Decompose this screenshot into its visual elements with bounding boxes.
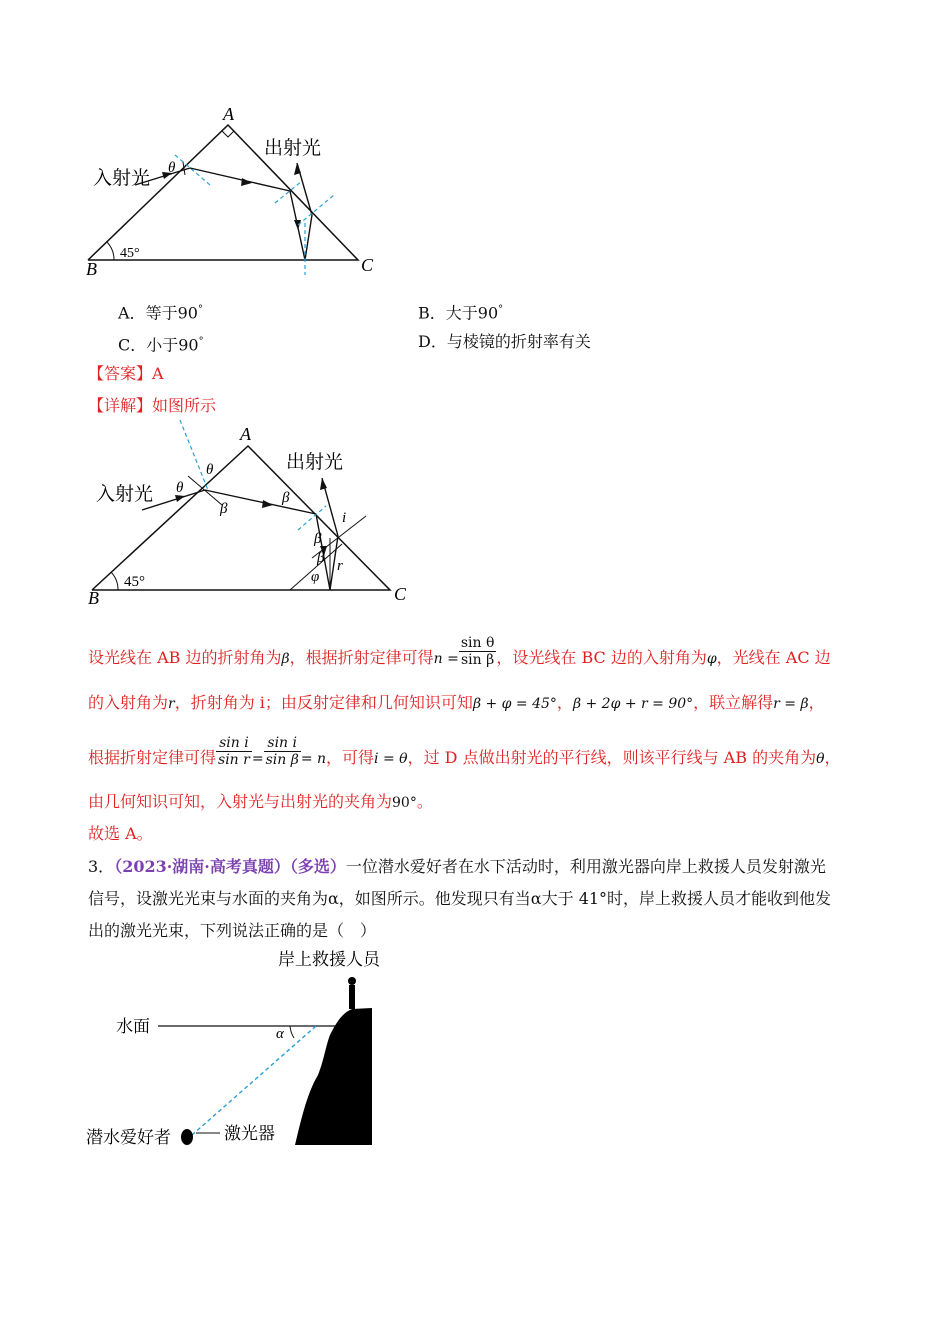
conclusion-line: 故选 A。 [88,824,153,843]
angle-b-label2: 45° [124,574,145,590]
diver-label: 潜水爱好者 [86,1128,171,1148]
theta-label: θ [168,160,176,176]
angle-b-label: 45° [120,246,140,261]
normal-ac-dash-2 [298,506,326,530]
angle-arc-b2 [111,572,118,590]
water-label: 水面 [116,1017,150,1037]
vertex-label-b: B [86,259,97,279]
beta-label-2b: β [282,490,290,506]
theta-label-2a: θ [176,480,184,496]
question-3-line-1: 3．（2023·湖南·高考真题）（多选）一位潜水爱好者在水下活动时，利用激光器向岸上救援人员发射激光 [88,857,826,876]
angle-arc-b [107,242,114,260]
cliff-shape [295,1008,372,1145]
answer-line: 【答案】A [88,364,164,383]
refracted-ray [190,168,290,191]
explanation-line-4: 由几何知识可知，入射光与出射光的夹角为90°。 [88,792,433,811]
diver-figure [80,945,400,1155]
alpha-label: α [276,1026,284,1042]
beta-label-2c: β [314,531,322,547]
vertex-label-a: A [223,105,234,124]
prism-figure-1 [80,105,390,280]
beta-label-2d: β [317,550,325,566]
outgoing-arrow [294,163,301,175]
option-d[interactable]: D．与棱镜的折射率有关 [418,332,591,351]
explanation-line-2: 的入射角为r，折射角为 i；由反射定律和几何知识可知β + φ = 45°，β + 2φ + r = 90°，联立解得r = β， [88,693,825,712]
theta-label-2b: θ [206,462,214,478]
vertex-label-c2: C [394,584,407,604]
laser-beam [192,1026,316,1135]
right-angle-mark [222,131,234,137]
beta-label-2a: β [220,501,228,517]
frac-n: $\frac{\text{sin θ}}{\text{sin β}}$ [460,635,495,668]
outgoing-label-2: 出射光 [286,451,344,473]
question-3-line-3: 出的激光光束，下列说法正确的是（ ） [88,921,377,940]
option-c[interactable]: C．小于90° [118,335,204,355]
normal-ab-2 [180,420,208,490]
normal-ac [298,195,334,225]
rescuer-label: 岸上救援人员 [278,950,380,970]
rescuer-icon [349,985,355,1001]
vertex-label-b2: B [88,588,99,608]
explanation-line-1: 设光线在 AB 边的折射角为β，根据折射定律可得n = $\frac{\text{sin θ}}{\text{sin β}}$ ，设光线在 BC 边的入射角为φ，光线在 AC 边 [88,635,831,668]
phi-label-2: φ [311,569,320,585]
frac-sin-i-beta: $\frac{\text{sin i}}{\text{sin β}}$ [265,735,299,768]
alpha-arc [290,1026,294,1038]
incident-label-2: 入射光 [96,483,154,505]
prism-figure-2 [80,418,420,613]
question-3-line-2: 信号，设激光光束与水面的夹角为α，如图所示。他发现只有当α大于 41°时，岸上救援人员才能收到他发 [88,889,832,908]
r-label-2: r [337,558,343,574]
incident-arrow-2 [175,495,185,502]
ray-to-ac [305,215,312,260]
rescuer-head [348,977,356,985]
laser-label: 激光器 [224,1124,275,1144]
explanation-line-3: 根据折射定律可得 $\frac{\text{sin i}}{\text{sin r}}$ = $\frac{\text{sin i}}{\text{sin β}}$ = n，可得i = θ，过 D 点做出射光的平行线，则该平行线与 AB 的夹角为θ， [88,735,841,768]
ray-bc-arrow [294,220,301,230]
outgoing-label: 出射光 [264,137,322,159]
frac-sin-i-r: $\frac{\text{sin i}}{\text{sin r}}$ [218,735,250,768]
option-b[interactable]: B．大于90° [418,303,504,323]
outgoing-arrow-2 [320,478,327,490]
rescuer-legs [349,1001,355,1009]
detail-line: 【详解】如图所示 [88,396,217,415]
diver-icon [181,1129,193,1145]
vertex-label-a2: A [240,424,251,444]
vertex-label-c: C [361,255,374,275]
incident-label: 入射光 [93,167,151,189]
option-a[interactable]: A．等于90° [118,303,203,323]
normal-ab2 [275,181,302,203]
i-label-2: i [342,510,347,526]
